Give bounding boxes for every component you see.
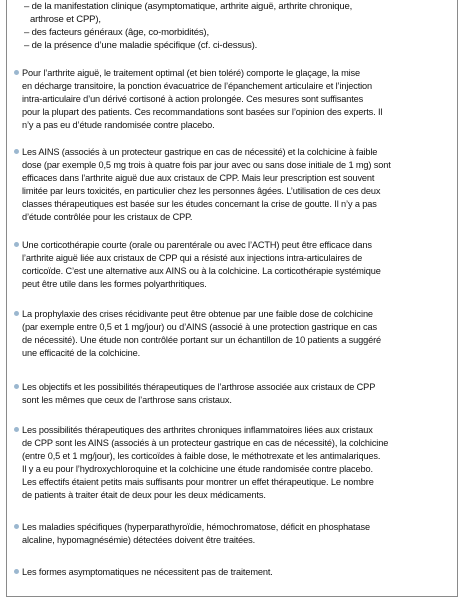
item-line: Les formes asymptomatiques ne nécessitent pas de traitement. [22,567,273,577]
bullet-icon [14,242,19,247]
item-line: n’y a pas eu d’étude randomisée contre placebo. [22,119,215,130]
item-line: classes thérapeutiques est basée sur les études concernant la crise de goutte. Il n’y a pas [22,198,377,209]
bullet-icon [14,427,19,432]
intro-line: arthrose et CPP), [30,14,101,25]
item-line: La prophylaxie des crises récidivante peut être obtenue par une faible dose de colchicine [22,309,373,319]
item-line: Les AINS (associés à un protecteur gastrique en cas de nécessité) et la colchicine à faible [22,147,378,157]
item-line: dose (par exemple 0,5 mg trois à quatre fois par jour avec ou sans dose initiale de 1 mg) sont [22,159,391,170]
item-line: une efficacité de la colchicine. [22,347,141,358]
bullet-icon [14,569,19,574]
bullet-icon [14,70,19,75]
item-line: peut être utile dans les formes polyarthritiques. [22,278,207,289]
item-line: de CPP sont les AINS (associés à un protecteur gastrique en cas de nécessité), la colchicine [22,437,389,448]
intro-line: – des facteurs généraux (âge, co-morbidités), [24,27,209,38]
item-line: Une corticothérapie courte (orale ou parentérale ou avec l’ACTH) peut être efficace dans [22,240,372,250]
item-line: Il y a eu pour l’hydroxychloroquine et la colchicine une étude randomisée contre placebo. [22,463,373,474]
intro-line: – de la manifestation clinique (asymptomatique, arthrite aiguë, arthrite chronique, [24,1,353,12]
item-line: en décharge transitoire, la ponction évacuatrice de l’épanchement articulaire et l’injection [22,80,373,91]
intro-list [24,0,450,52]
item-line: pour la plupart des patients. Ces recommandations sont basées sur l’opinion des experts. Il [22,106,383,117]
bullet-icon [14,384,19,389]
item-line: (par exemple entre 0,5 et 1 mg/jour) ou d’AINS (associé à une protection gastrique en cas [22,321,377,332]
item-line: alcaline, hypomagnésémie) détectées doivent être traitées. [22,534,256,545]
item-line: l’arthrite aiguë liée aux cristaux de CPP qui a résisté aux injections intra-articulaires de [22,252,363,263]
item-line: de patients à traiter était de deux pour les deux médicaments. [22,489,266,500]
intro-line: – de la présence d’une maladie spécifique (cf. ci-dessus). [24,40,258,51]
item-line: corticoïde. C’est une alternative aux AINS ou à la colchicine. La corticothérapie systémique [22,265,381,276]
item-line: Les objectifs et les possibilités thérapeutiques de l’arthrose associée aux cristaux de CPP [22,382,376,392]
item-line: Les maladies spécifiques (hyperparathyroïdie, hémochromatose, déficit en phosphatase [22,522,370,532]
item-line: Les effectifs étaient petits mais suffisants pour montrer un effet thérapeutique. Le nombre [22,476,374,487]
bullet-icon [14,524,19,529]
item-line: sont les mêmes que ceux de l’arthrose sans cristaux. [22,394,232,405]
item-line: Les possibilités thérapeutiques des arthrites chroniques inflammatoires liées aux cristaux [22,425,373,435]
item-line: de nécessité). Une étude non contrôlée portant sur un échantillon de 10 patients a suggéré [22,334,381,345]
item-line: Pour l’arthrite aiguë, le traitement optimal (et bien toléré) comporte le glaçage, la mise [22,68,360,78]
bullet-icon [14,149,19,154]
item-line: limitée par leurs toxicités, en particulier chez les personnes âgées. L’utilisation de ces deux [22,185,381,196]
item-line: intra-articulaire d’un dérivé cortisoné à action prolongée. Ces mesures sont suffisantes [22,93,364,104]
item-line: efficaces dans l’arthrite aiguë due aux cristaux de CPP. Mais leur prescription est souvent [22,172,375,183]
bullet-icon [14,311,19,316]
item-line: d’étude contrôlée pour les cristaux de CPP. [22,211,193,222]
item-line: (entre 0,5 et 1 mg/jour), les corticoïdes à faible dose, le méthotrexate et les antimalariques. [22,450,381,461]
